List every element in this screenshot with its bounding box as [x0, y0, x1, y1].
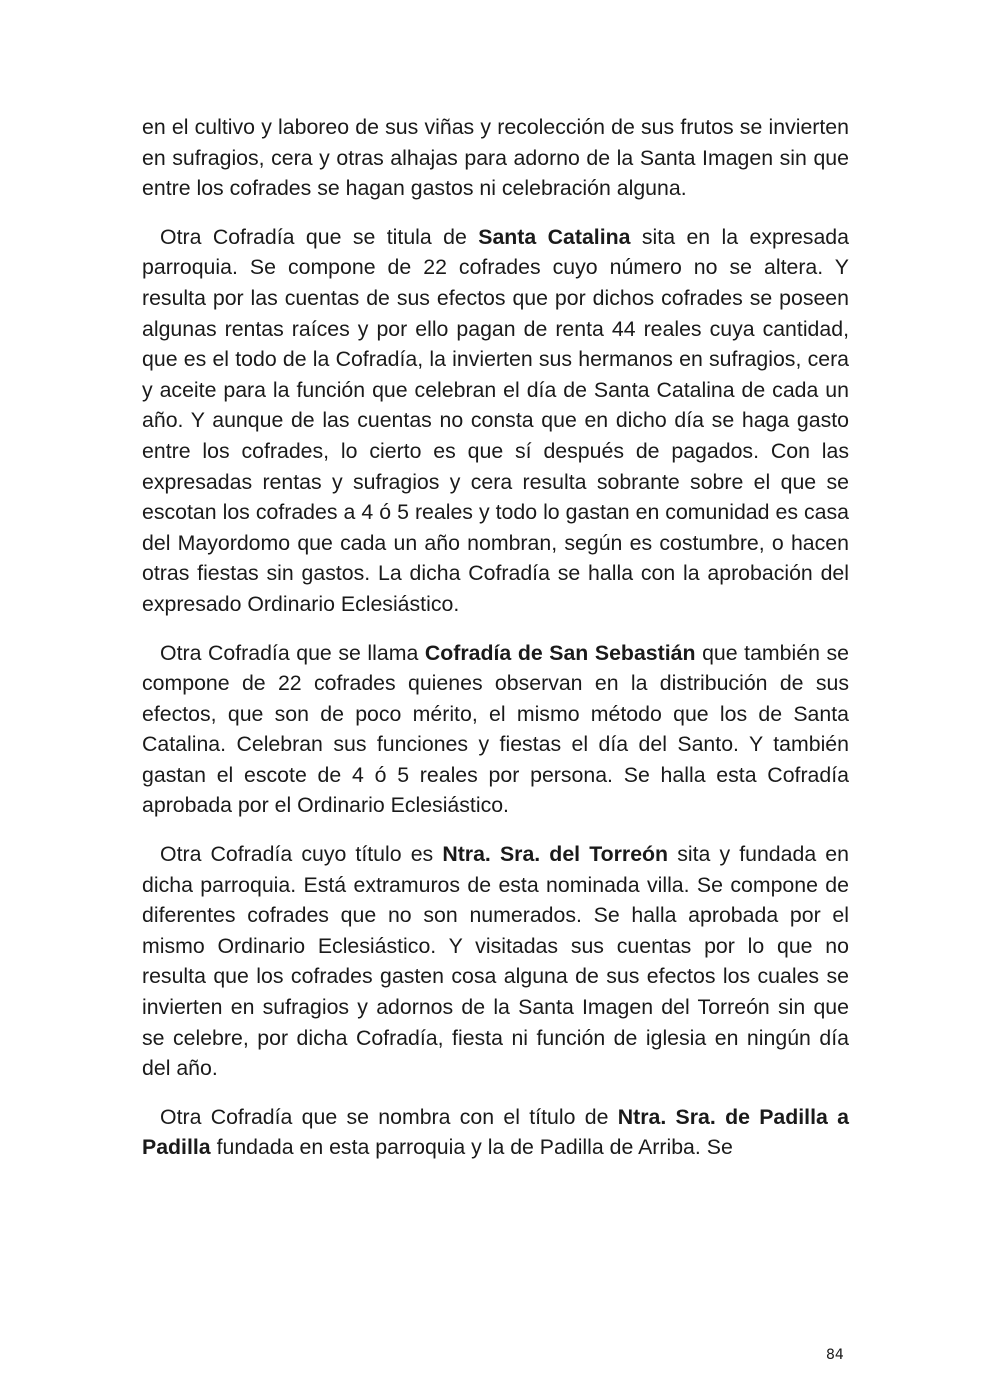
paragraph-text: sita en la expresada parroquia. Se compone de 22 cofrades cuyo número no se altera. Y resulta por las cuentas de sus efectos que por dichos cofrades se poseen algunas rentas raíces y por ello pagan de renta 44 reales cuya cantidad, que es el todo de la Cofradía, la invierten sus hermanos en sufragios, cera y aceite para la función que celebran el día de Santa Catalina de cada un año. Y aunque de las cuentas no consta que en dicho día se haga gasto entre los cofrades, lo cierto es que sí después de pagados. Con las expresadas rentas y sufragios y cera resulta sobrante sobre el que se escotan los cofrades a 4 ó 5 reales y todo lo gastan en comunidad es casa del Mayordomo que cada un año nombran, según es costumbre, o hacen otras fiestas sin gastos. La dicha Cofradía se halla con la aprobación del expresado Ordinario Eclesiástico.: [142, 224, 849, 616]
paragraph-text: Otra Cofradía que se llama: [160, 640, 425, 665]
paragraph-padilla: [142, 1102, 849, 1163]
brotherhood-name: Cofradía de San Sebastián: [424, 640, 696, 665]
paragraph-text: sita y fundada en dicha parroquia. Está extramuros de esta nominada villa. Se compone de diferentes cofrades que no son numerados. Se halla aprobada por el mismo Ordinario Eclesiástico. Y visitadas sus cuentas por lo que no resulta que los cofrades gasten cosa alguna de sus efectos los cuales se invierten en sufragios y adornos de la Santa Imagen del Torreón sin que se celebre, por dicha Cofradía, fiesta ni función de iglesia en ningún día del año.: [142, 842, 849, 1081]
paragraph-santa-catalina: [142, 222, 849, 620]
paragraph-san-sebastian: [142, 638, 849, 822]
brotherhood-name: Santa Catalina: [478, 224, 631, 249]
paragraph-text: Otra Cofradía que se titula de: [160, 224, 479, 249]
page-body: [142, 112, 849, 1181]
paragraph-text: en el cultivo y laboreo de sus viñas y recolección de sus frutos se invierten en sufragios, cera y otras alhajas para adorno de la Santa Imagen sin que entre los cofrades se hagan gastos ni celebración alguna.: [142, 115, 849, 201]
page-number: 84: [826, 1347, 844, 1363]
paragraph-text: Otra Cofradía cuyo título es: [160, 842, 443, 867]
paragraph-vineyard-continuation: [142, 112, 849, 204]
paragraph-text: Otra Cofradía que se nombra con el título de: [160, 1104, 618, 1129]
brotherhood-name: Ntra. Sra. de Padilla a Padilla: [142, 1104, 849, 1160]
paragraph-text: que también se compone de 22 cofrades quienes observan en la distribución de sus efectos, que son de poco mérito, el mismo método que los de Santa Catalina. Celebran sus funciones y fiestas el día del Santo. Y también gastan el escote de 4 ó 5 reales por persona. Se halla esta Cofradía aprobada por el Ordinario Eclesiástico.: [142, 640, 850, 818]
paragraph-text: fundada en esta parroquia y la de Padilla de Arriba. Se: [210, 1135, 733, 1160]
paragraph-torreon: [142, 839, 849, 1084]
brotherhood-name: Ntra. Sra. del Torreón: [442, 842, 669, 867]
